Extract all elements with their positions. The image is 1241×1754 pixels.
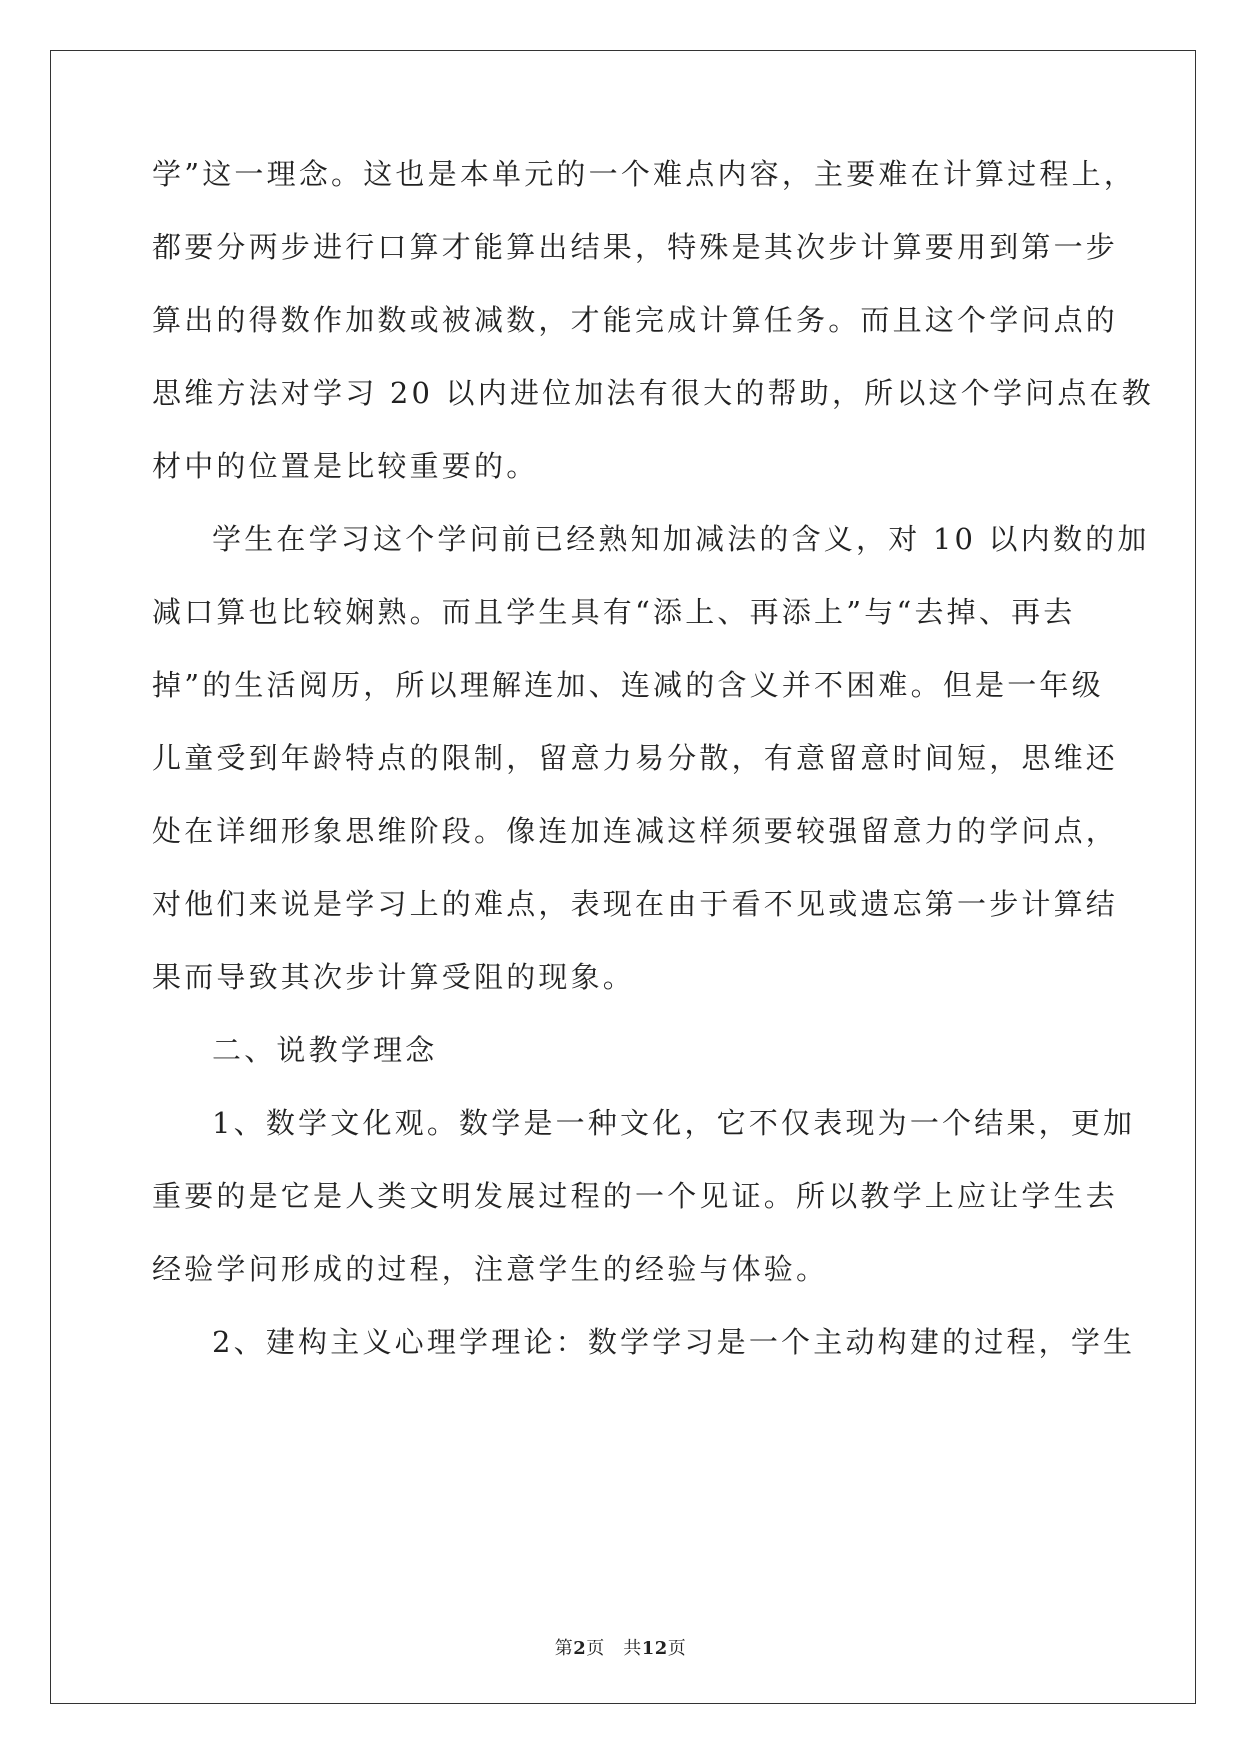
text-line: 儿童受到年龄特点的限制，留意力易分散，有意留意时间短，思维还 [152,741,1119,775]
text-line: 重要的是它是人类文明发展过程的一个见证。所以教学上应让学生去 [152,1179,1119,1213]
text-line: 思维方法对学习 20 以内进位加法有很大的帮助，所以这个学问点在教 [152,376,1154,410]
footer-prefix: 第 [554,1638,574,1659]
text-line: 处在详细形象思维阶段。像连加连减这样须要较强留意力的学问点， [152,814,1119,848]
text-line: 都要分两步进行口算才能算出结果，特殊是其次步计算要用到第一步 [152,230,1119,264]
text-line: 材中的位置是比较重要的。 [152,449,539,483]
text-line: 掉”的生活阅历，所以理解连加、连减的含义并不困难。但是一年级 [152,668,1104,702]
paragraph-start: 1、数学文化观。数学是一种文化，它不仅表现为一个结果，更加 [212,1106,1136,1140]
text-line: 果而导致其次步计算受阻的现象。 [152,960,636,994]
text-line: 对他们来说是学习上的难点，表现在由于看不见或遗忘第一步计算结 [152,887,1119,921]
footer-suffix: 页 [667,1638,687,1659]
text-line: 减口算也比较娴熟。而且学生具有“添上、再添上”与“去掉、再去 [152,595,1076,629]
text-line: 算出的得数作加数或被减数，才能完成计算任务。而且这个学问点的 [152,303,1119,337]
paragraph-start: 学生在学习这个学问前已经熟知加减法的含义，对 10 以内数的加 [212,522,1150,556]
current-page-number: 2 [573,1638,587,1659]
page-border [50,50,1196,1704]
total-page-count: 12 [641,1638,668,1659]
text-line: 学”这一理念。这也是本单元的一个难点内容，主要难在计算过程上， [152,157,1137,191]
text-line: 经验学问形成的过程，注意学生的经验与体验。 [152,1252,829,1286]
paragraph-start: 2、建构主义心理学理论：数学学习是一个主动构建的过程，学生 [212,1325,1136,1359]
footer-mid: 页 共 [586,1638,642,1659]
page-footer [0,1634,1241,1660]
section-heading: 二、说教学理念 [212,1033,438,1067]
